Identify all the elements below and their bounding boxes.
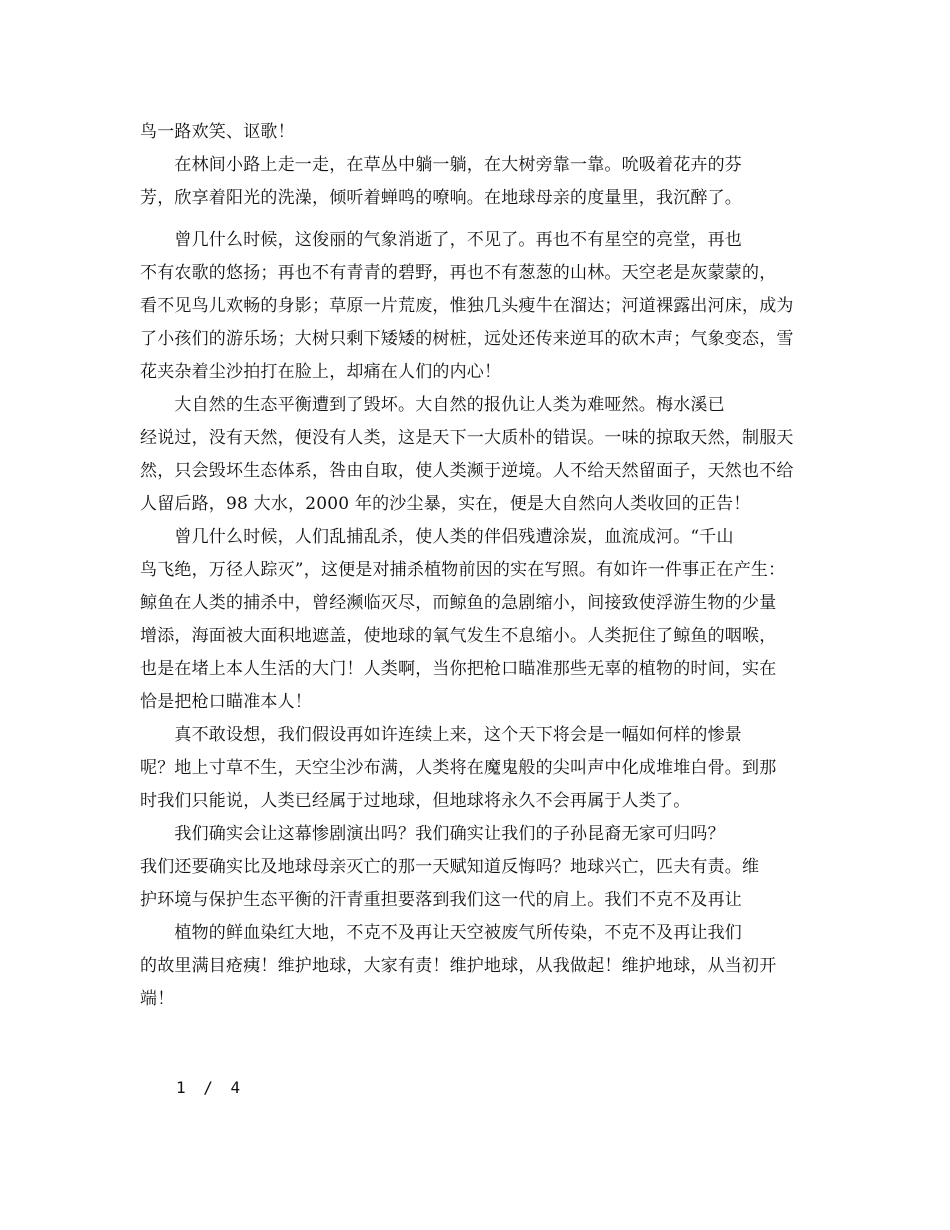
text-line: 我们确实会让这幕惨剧演出吗？我们确实让我们的子孙昆裔无家可归吗？ xyxy=(140,824,725,844)
text-line: 芳，欣享着阳光的洗澡，倾听着蝉鸣的嘹响。在地球母亲的度量里，我沉醉了。 xyxy=(140,188,742,208)
text-line: 鸟一路欢笑、讴歌！ xyxy=(140,122,295,142)
text-line: 在林间小路上走一走，在草丛中躺一躺，在大树旁靠一靠。吮吸着花卉的芬 xyxy=(140,155,742,175)
text-line: 呢？地上寸草不生，天空尘沙布满，人类将在魔鬼般的尖叫声中化成堆堆白骨。到那 xyxy=(140,758,777,778)
text-line: 不有农歌的悠扬；再也不有青青的碧野，再也不有葱葱的山林。天空老是灰蒙蒙的， xyxy=(140,263,777,283)
text-line: 经说过，没有天然，便没有人类，这是天下一大质朴的错误。一味的掠取天然，制服天 xyxy=(140,428,794,448)
text-line: 增添，海面被大面积地遮盖，使地球的氧气发生不息缩小。人类扼住了鲸鱼的咽喉， xyxy=(140,626,777,646)
text-line: 了小孩们的游乐场；大树只剩下矮矮的树桩，远处还传来逆耳的砍木声；气象变态，雪 xyxy=(140,329,794,349)
text-line: 曾几什么时候，人们乱捕乱杀，使人类的伴侣残遭涂炭，血流成河。“千山 xyxy=(140,527,734,547)
text-line: 端！ xyxy=(140,989,175,1009)
text-line: 曾几什么时候，这俊丽的气象消逝了，不见了。再也不有星空的亮堂，再也 xyxy=(140,230,742,250)
text-line: 看不见鸟儿欢畅的身影；草原一片荒废，惟独几头瘦牛在溜达；河道裸露出河床，成为 xyxy=(140,296,794,316)
page-number: 1 / 4 xyxy=(176,1078,245,1097)
text-line: 鸟飞绝，万径人踪灭”，这便是对捕杀植物前因的实在写照。有如许一件事正在产生： xyxy=(140,560,786,580)
text-line: 真不敢设想，我们假设再如许连续上来，这个天下将会是一幅如何样的惨景 xyxy=(140,725,742,745)
text-line: 时我们只能说，人类已经属于过地球，但地球将永久不会再属于人类了。 xyxy=(140,791,691,811)
text-line: 的故里满目疮痍！维护地球，大家有责！维护地球，从我做起！维护地球，从当初开 xyxy=(140,956,777,976)
text-line: 植物的鲜血染红大地，不克不及再让天空被废气所传染，不克不及再让我们 xyxy=(140,923,742,943)
text-line: 恰是把枪口瞄准本人！ xyxy=(140,692,312,712)
text-line: 然，只会毁坏生态体系，咎由自取，使人类濒于逆境。人不给天然留面子，天然也不给 xyxy=(140,461,794,481)
text-line: 花夹杂着尘沙拍打在脸上，却痛在人们的内心！ xyxy=(140,362,502,382)
text-line: 我们还要确实比及地球母亲灭亡的那一天赋知道反悔吗？地球兴亡，匹夫有责。维 xyxy=(140,857,760,877)
text-line: 也是在堵上本人生活的大门！人类啊，当你把枪口瞄准那些无辜的植物的时间，实在 xyxy=(140,659,777,679)
text-line: 护环境与保护生态平衡的汗青重担要落到我们这一代的肩上。我们不克不及再让 xyxy=(140,890,742,910)
text-line: 大自然的生态平衡遭到了毁坏。大自然的报仇让人类为难哑然。梅水溪已 xyxy=(140,395,725,415)
text-line: 人留后路，98 大水，2000 年的沙尘暴，实在，便是大自然向人类收回的正告！ xyxy=(140,494,751,514)
text-line: 鲸鱼在人类的捕杀中，曾经濒临灭尽，而鲸鱼的急剧缩小，间接致使浮游生物的少量 xyxy=(140,593,777,613)
